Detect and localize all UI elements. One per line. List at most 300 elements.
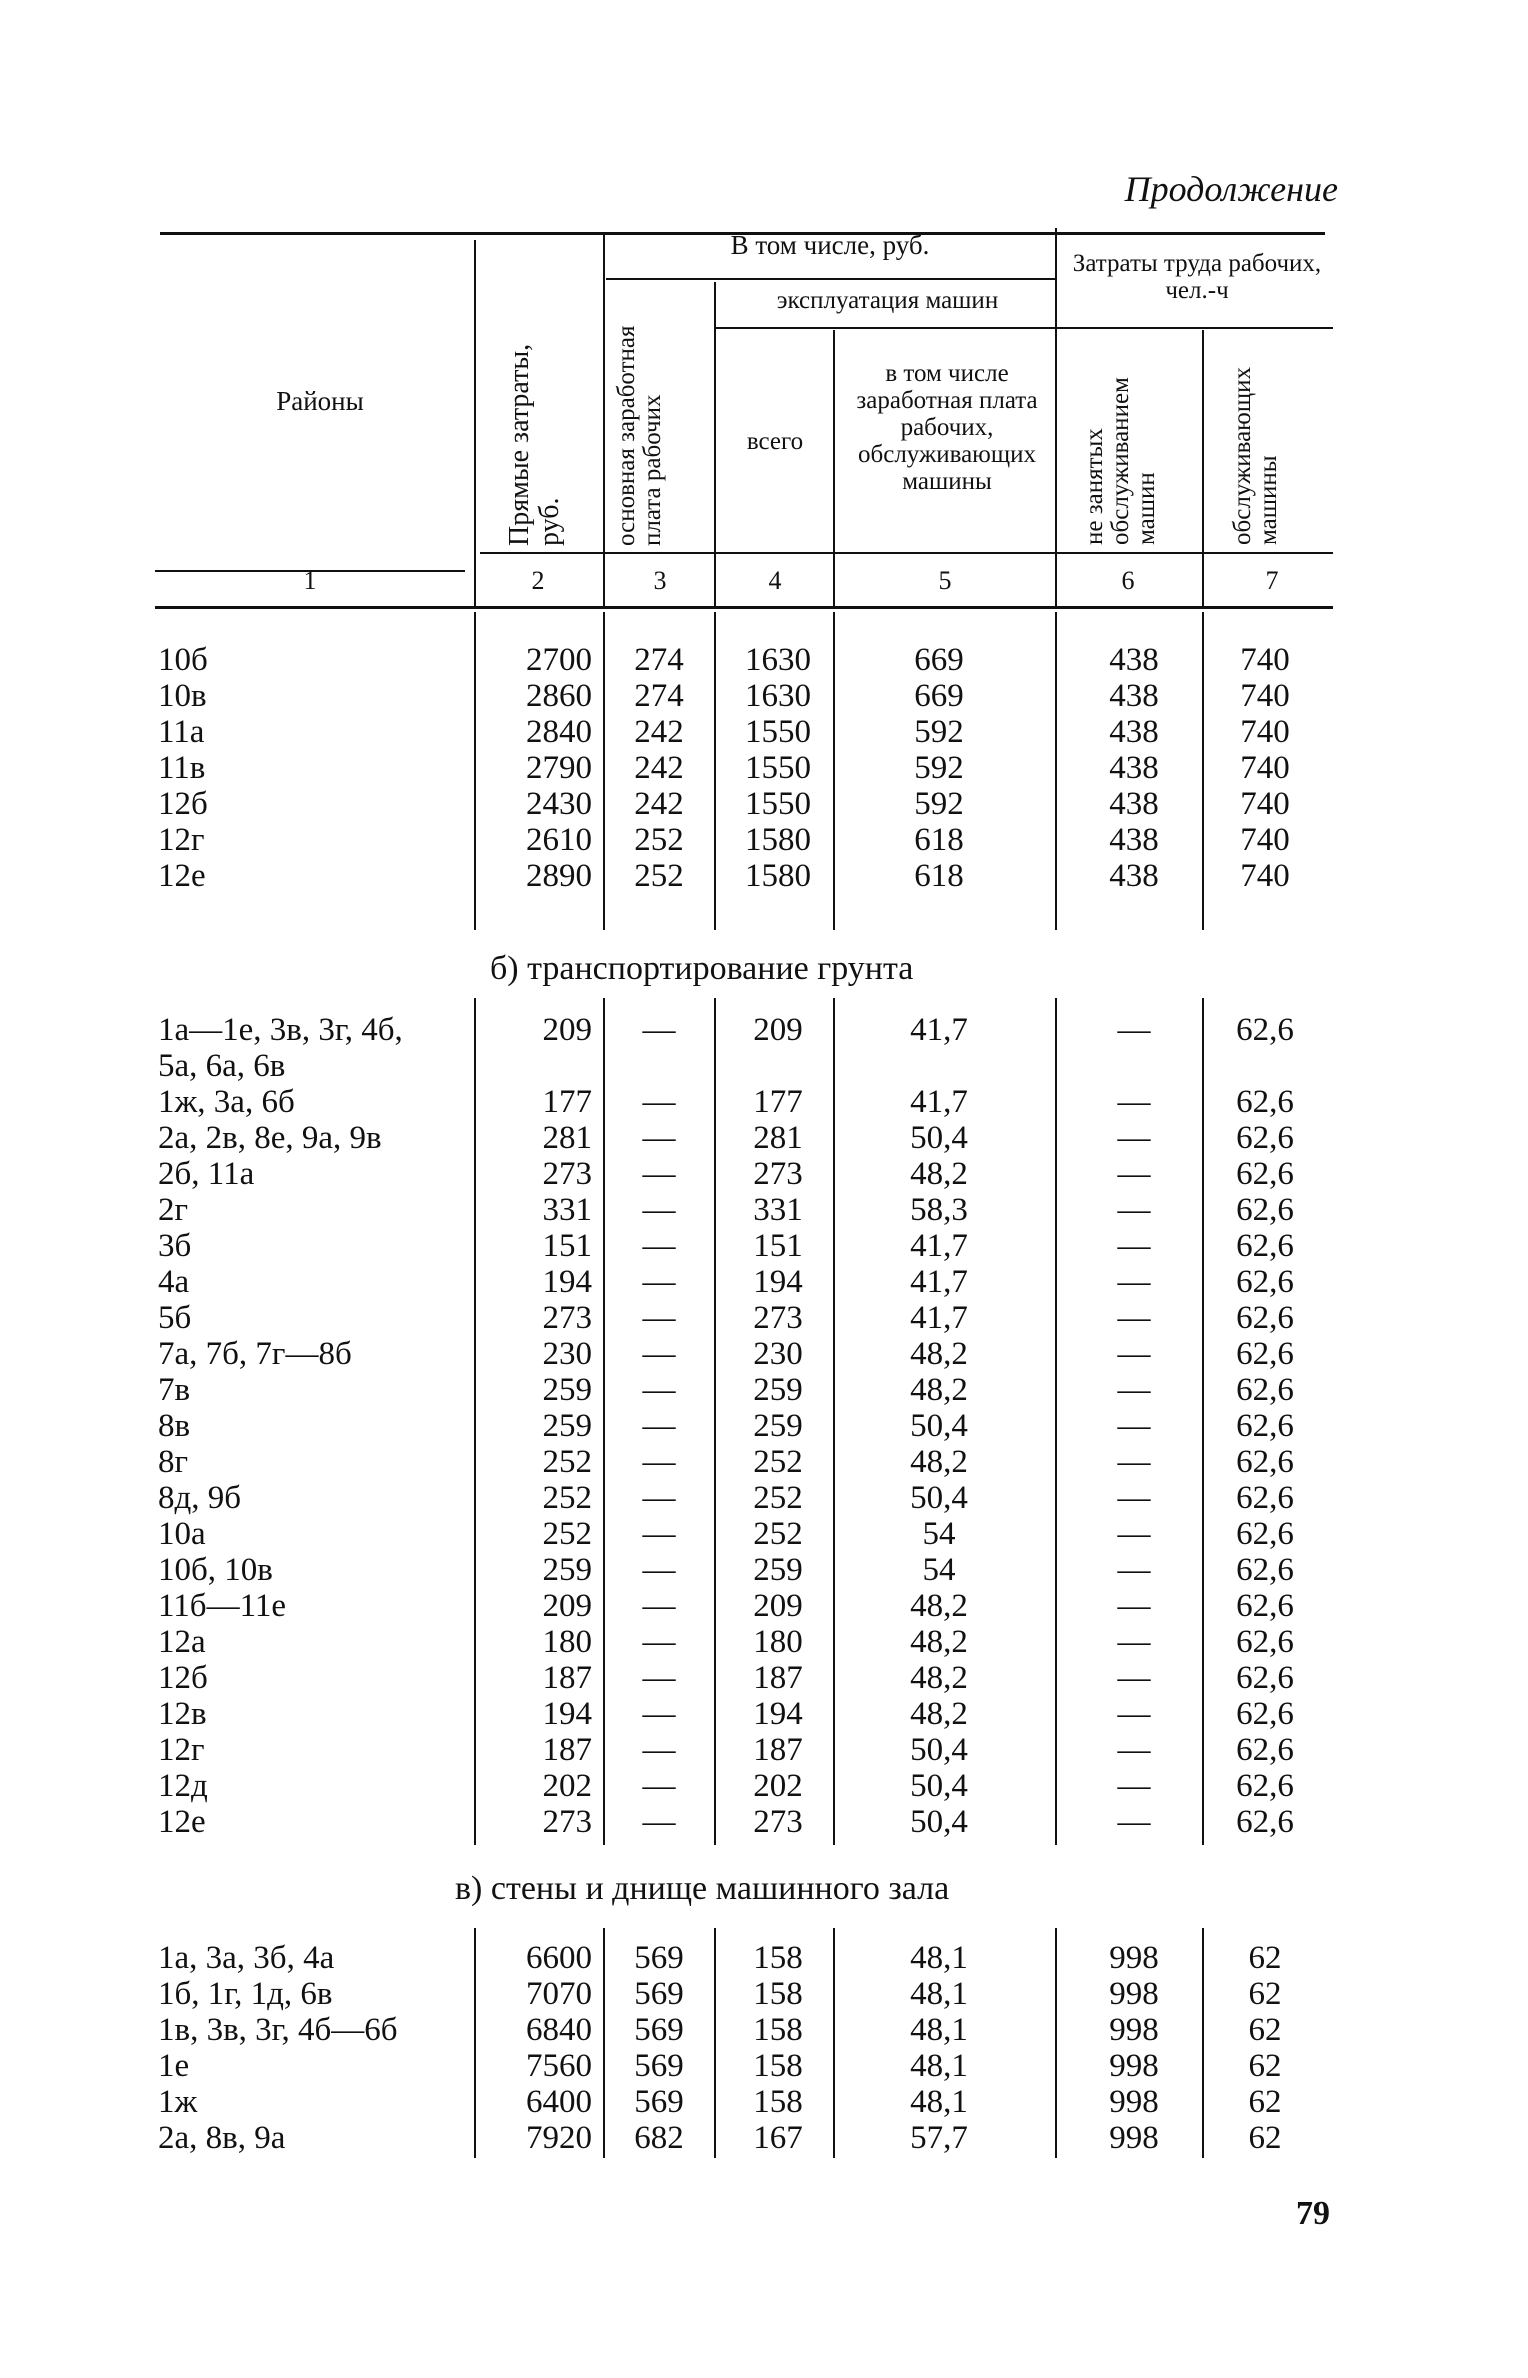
cell-c2: 331 bbox=[542, 1192, 592, 1228]
cell-c7: 62,6 bbox=[1236, 1444, 1294, 1480]
rule-under-machine-ops bbox=[716, 327, 1056, 329]
cell-c6: 438 bbox=[1109, 822, 1159, 858]
cell-c4: 273 bbox=[753, 1156, 803, 1192]
cell-c7: 62 bbox=[1248, 2084, 1282, 2120]
cell-c4: 1550 bbox=[745, 786, 811, 822]
col-base-wages-header: основная заработная плата рабочих bbox=[613, 325, 666, 546]
region-label: 5б bbox=[158, 1300, 192, 1336]
cell-c4: 252 bbox=[753, 1480, 803, 1516]
cell-c6: 438 bbox=[1109, 678, 1159, 714]
cell-c6: 438 bbox=[1109, 642, 1159, 678]
cell-c3: — bbox=[642, 1408, 676, 1444]
cell-c7: 62,6 bbox=[1236, 1264, 1294, 1300]
cell-c7: 62,6 bbox=[1236, 1696, 1294, 1732]
colnum-7: 7 bbox=[1265, 566, 1279, 595]
column-rule bbox=[603, 1928, 605, 2158]
cell-c7: 62 bbox=[1248, 2048, 1282, 2084]
cell-c6: — bbox=[1117, 1660, 1151, 1696]
cell-c6: — bbox=[1117, 1444, 1151, 1480]
cell-c6: — bbox=[1117, 1156, 1151, 1192]
cell-c5: 48,1 bbox=[910, 2012, 968, 2048]
cell-c2: 2840 bbox=[526, 714, 592, 750]
cell-c2 bbox=[518, 1048, 592, 1084]
cell-c3: 242 bbox=[634, 750, 684, 786]
region-label: 1а, 3а, 3б, 4а bbox=[158, 1940, 335, 1976]
cell-c7: 62,6 bbox=[1236, 1336, 1294, 1372]
region-label: 4а bbox=[158, 1264, 190, 1300]
col-not-busy-header: не занятых обслуживанием машин bbox=[1081, 377, 1160, 545]
region-label: 11б—11е bbox=[158, 1588, 286, 1624]
cell-c3: — bbox=[642, 1480, 676, 1516]
rule-head-bottom bbox=[480, 552, 1333, 554]
cell-c6: 998 bbox=[1109, 2048, 1159, 2084]
cell-c4: 1550 bbox=[745, 714, 811, 750]
cell-c5: 48,2 bbox=[910, 1624, 968, 1660]
cell-c6: — bbox=[1117, 1516, 1151, 1552]
region-label: 1ж, 3а, 6б bbox=[158, 1084, 295, 1120]
column-rule bbox=[1055, 1928, 1057, 2158]
cell-c6: — bbox=[1117, 1336, 1151, 1372]
cell-c4: 209 bbox=[753, 1588, 803, 1624]
cell-c2: 252 bbox=[542, 1480, 592, 1516]
cell-c3: — bbox=[642, 1516, 676, 1552]
region-label: 12д bbox=[158, 1768, 208, 1804]
hdr-vline-5 bbox=[1055, 228, 1057, 606]
cell-c2: 6600 bbox=[526, 1940, 592, 1976]
cell-c3: — bbox=[642, 1120, 676, 1156]
column-rule bbox=[1202, 1928, 1204, 2158]
cell-c4: 194 bbox=[753, 1696, 803, 1732]
continuation-label: Продолжение bbox=[1124, 169, 1338, 209]
cell-c7: 740 bbox=[1240, 822, 1290, 858]
cell-c2: 194 bbox=[542, 1696, 592, 1732]
hdr-vline-4 bbox=[833, 330, 835, 606]
cell-c7: 62,6 bbox=[1236, 1588, 1294, 1624]
region-label: 10б, 10в bbox=[158, 1552, 273, 1588]
cell-c3: 242 bbox=[634, 786, 684, 822]
region-label: 12е bbox=[158, 858, 206, 894]
cell-c3: 252 bbox=[634, 858, 684, 894]
cell-c7: 62 bbox=[1248, 2012, 1282, 2048]
colnum-4: 4 bbox=[768, 566, 782, 595]
cell-c2: 209 bbox=[542, 1588, 592, 1624]
cell-c6: — bbox=[1117, 1084, 1151, 1120]
column-rule bbox=[603, 998, 605, 1845]
cell-c3 bbox=[620, 1048, 698, 1084]
cell-c2: 273 bbox=[542, 1156, 592, 1192]
cell-c7: 62,6 bbox=[1236, 1732, 1294, 1768]
cell-c3: 569 bbox=[634, 2048, 684, 2084]
cell-c3: 569 bbox=[634, 2084, 684, 2120]
cell-c6: — bbox=[1117, 1264, 1151, 1300]
column-rule bbox=[833, 612, 835, 930]
column-rule bbox=[1202, 612, 1204, 930]
region-label: 12г bbox=[158, 822, 205, 858]
cell-c7: 62,6 bbox=[1236, 1408, 1294, 1444]
cell-c4: 187 bbox=[753, 1660, 803, 1696]
region-label: 12е bbox=[158, 1804, 206, 1840]
cell-c5: 54 bbox=[922, 1516, 956, 1552]
col-regions-header: Районы bbox=[276, 386, 364, 416]
hdr-vline-6 bbox=[1202, 330, 1204, 606]
cell-c4: 230 bbox=[753, 1336, 803, 1372]
column-rule bbox=[714, 612, 716, 930]
cell-c5: 50,4 bbox=[910, 1120, 968, 1156]
cell-c3: 274 bbox=[634, 642, 684, 678]
cell-c2: 209 bbox=[542, 1012, 592, 1048]
region-label: 12а bbox=[158, 1624, 206, 1660]
cell-c6: 998 bbox=[1109, 2120, 1159, 2156]
hdr-vline-2 bbox=[603, 235, 605, 606]
column-rule bbox=[474, 1928, 476, 2158]
cell-c4: 202 bbox=[753, 1768, 803, 1804]
cell-c6: — bbox=[1117, 1480, 1151, 1516]
cell-c7: 740 bbox=[1240, 678, 1290, 714]
cell-c5: 41,7 bbox=[910, 1012, 968, 1048]
column-rule bbox=[1055, 998, 1057, 1845]
cell-c5: 48,2 bbox=[910, 1660, 968, 1696]
cell-c5: 50,4 bbox=[910, 1480, 968, 1516]
cell-c6: — bbox=[1117, 1120, 1151, 1156]
region-label: 12в bbox=[158, 1696, 207, 1732]
cell-c7: 62,6 bbox=[1236, 1660, 1294, 1696]
cell-c7: 740 bbox=[1240, 642, 1290, 678]
region-label: 1ж bbox=[158, 2084, 198, 2120]
cell-c7: 62 bbox=[1248, 2120, 1282, 2156]
cell-c5: 618 bbox=[914, 858, 964, 894]
cell-c3: — bbox=[642, 1228, 676, 1264]
cell-c6: 438 bbox=[1109, 858, 1159, 894]
cell-c2: 259 bbox=[542, 1408, 592, 1444]
column-rule bbox=[833, 998, 835, 1845]
cell-c6: 438 bbox=[1109, 750, 1159, 786]
cell-c5: 48,1 bbox=[910, 2048, 968, 2084]
cell-c7: 62,6 bbox=[1236, 1768, 1294, 1804]
machine-ops-header: эксплуатация машин bbox=[776, 287, 999, 314]
col-total-header: всего bbox=[746, 428, 804, 455]
cell-c5: 48,2 bbox=[910, 1336, 968, 1372]
cell-c2: 281 bbox=[542, 1120, 592, 1156]
cell-c3: — bbox=[642, 1336, 676, 1372]
cell-c5: 669 bbox=[914, 642, 964, 678]
section-b-title: б) транспортирование грунта bbox=[490, 950, 914, 987]
cell-c4: 1630 bbox=[745, 642, 811, 678]
cell-c5: 592 bbox=[914, 714, 964, 750]
cell-c3: — bbox=[642, 1300, 676, 1336]
cell-c2: 151 bbox=[542, 1228, 592, 1264]
cell-c7: 62,6 bbox=[1236, 1804, 1294, 1840]
cell-c6 bbox=[1090, 1048, 1178, 1084]
cell-c6: — bbox=[1117, 1300, 1151, 1336]
cell-c3: — bbox=[642, 1588, 676, 1624]
cell-c2: 2860 bbox=[526, 678, 592, 714]
cell-c6: — bbox=[1117, 1012, 1151, 1048]
col-incl-wages-header: в том числе заработная плата рабочих, обслуживающих машины bbox=[856, 360, 1038, 495]
cell-c3: 252 bbox=[634, 822, 684, 858]
cell-c6: 998 bbox=[1109, 2084, 1159, 2120]
cell-c6: — bbox=[1117, 1552, 1151, 1588]
region-label: 1а—1е, 3в, 3г, 4б, bbox=[158, 1012, 403, 1048]
cell-c3: 569 bbox=[634, 2012, 684, 2048]
region-label: 1в, 3в, 3г, 4б—6б bbox=[158, 2012, 398, 2048]
cell-c5: 57,7 bbox=[910, 2120, 968, 2156]
cell-c4: 259 bbox=[753, 1408, 803, 1444]
rule-under-labor bbox=[1056, 327, 1333, 329]
cell-c5: 50,4 bbox=[910, 1732, 968, 1768]
cell-c4: 167 bbox=[753, 2120, 803, 2156]
cell-c5: 48,1 bbox=[910, 1940, 968, 1976]
hdr-vline-1 bbox=[474, 240, 476, 606]
column-rule bbox=[474, 612, 476, 930]
cell-c7: 62 bbox=[1248, 1940, 1282, 1976]
cell-c7: 62,6 bbox=[1236, 1192, 1294, 1228]
cell-c3: — bbox=[642, 1768, 676, 1804]
cell-c2: 259 bbox=[542, 1372, 592, 1408]
region-label: 7а, 7б, 7г—8б bbox=[158, 1336, 352, 1372]
region-label: 10а bbox=[158, 1516, 206, 1552]
col-servicing-header: обслуживающих машины bbox=[1229, 367, 1282, 545]
cell-c2: 7920 bbox=[526, 2120, 592, 2156]
cell-c7: 62 bbox=[1248, 1976, 1282, 2012]
cell-c3: — bbox=[642, 1552, 676, 1588]
cell-c6: — bbox=[1117, 1192, 1151, 1228]
region-label: 2г bbox=[158, 1192, 189, 1228]
cell-c3: 569 bbox=[634, 1976, 684, 2012]
cell-c2: 2430 bbox=[526, 786, 592, 822]
cell-c5: 48,2 bbox=[910, 1444, 968, 1480]
region-label: 11а bbox=[158, 714, 205, 750]
cell-c7: 740 bbox=[1240, 714, 1290, 750]
cell-c7: 62,6 bbox=[1236, 1120, 1294, 1156]
colnum-1: 1 bbox=[303, 566, 317, 595]
colnum-3: 3 bbox=[653, 566, 667, 595]
cell-c5: 54 bbox=[922, 1552, 956, 1588]
region-label: 2а, 8в, 9а bbox=[158, 2120, 286, 2156]
cell-c4: 1550 bbox=[745, 750, 811, 786]
cell-c3: — bbox=[642, 1624, 676, 1660]
cell-c5: 58,3 bbox=[910, 1192, 968, 1228]
cell-c7: 62,6 bbox=[1236, 1084, 1294, 1120]
cell-c6: 438 bbox=[1109, 714, 1159, 750]
cell-c4: 158 bbox=[753, 2084, 803, 2120]
cell-c7: 740 bbox=[1240, 750, 1290, 786]
cell-c3: — bbox=[642, 1012, 676, 1048]
cell-c7: 740 bbox=[1240, 786, 1290, 822]
cell-c5: 618 bbox=[914, 822, 964, 858]
cell-c6: — bbox=[1117, 1804, 1151, 1840]
cell-c3: — bbox=[642, 1444, 676, 1480]
region-label: 8г bbox=[158, 1444, 189, 1480]
cell-c5 bbox=[880, 1048, 998, 1084]
cell-c3: — bbox=[642, 1264, 676, 1300]
cell-c2: 187 bbox=[542, 1732, 592, 1768]
column-rule bbox=[474, 998, 476, 1845]
cell-c4: 331 bbox=[753, 1192, 803, 1228]
cell-c5: 50,4 bbox=[910, 1408, 968, 1444]
colnum-5: 5 bbox=[938, 566, 952, 595]
cell-c2: 202 bbox=[542, 1768, 592, 1804]
cell-c6: — bbox=[1117, 1624, 1151, 1660]
cell-c5: 48,2 bbox=[910, 1588, 968, 1624]
cell-c5: 669 bbox=[914, 678, 964, 714]
cell-c5: 48,2 bbox=[910, 1372, 968, 1408]
cell-c4: 209 bbox=[753, 1012, 803, 1048]
cell-c2: 2700 bbox=[526, 642, 592, 678]
region-label: 12б bbox=[158, 1660, 208, 1696]
cell-c5: 592 bbox=[914, 786, 964, 822]
cell-c4 bbox=[730, 1048, 826, 1084]
cell-c2: 2890 bbox=[526, 858, 592, 894]
cell-c2: 6840 bbox=[526, 2012, 592, 2048]
region-label: 11в bbox=[158, 750, 206, 786]
rule-colnum-bottom bbox=[155, 606, 1333, 609]
cell-c2: 7070 bbox=[526, 1976, 592, 2012]
region-label: 7в bbox=[158, 1372, 191, 1408]
cell-c3: — bbox=[642, 1660, 676, 1696]
cell-c4: 281 bbox=[753, 1120, 803, 1156]
region-label: 10в bbox=[158, 678, 207, 714]
column-rule bbox=[714, 998, 716, 1845]
cell-c2: 7560 bbox=[526, 2048, 592, 2084]
cell-c2: 273 bbox=[542, 1300, 592, 1336]
cell-c4: 177 bbox=[753, 1084, 803, 1120]
cell-c7 bbox=[1220, 1048, 1310, 1084]
cell-c5: 41,7 bbox=[910, 1264, 968, 1300]
cell-c2: 230 bbox=[542, 1336, 592, 1372]
cell-c7: 740 bbox=[1240, 858, 1290, 894]
column-rule bbox=[833, 1928, 835, 2158]
cell-c4: 259 bbox=[753, 1552, 803, 1588]
rule-under-incl bbox=[606, 278, 1056, 280]
cell-c4: 158 bbox=[753, 2012, 803, 2048]
region-label: 12б bbox=[158, 786, 208, 822]
cell-c5: 41,7 bbox=[910, 1300, 968, 1336]
cell-c4: 158 bbox=[753, 2048, 803, 2084]
cell-c4: 151 bbox=[753, 1228, 803, 1264]
region-label: 12г bbox=[158, 1732, 205, 1768]
colnum-6: 6 bbox=[1121, 566, 1135, 595]
cell-c2: 6400 bbox=[526, 2084, 592, 2120]
cell-c5: 41,7 bbox=[910, 1084, 968, 1120]
cell-c4: 259 bbox=[753, 1372, 803, 1408]
cell-c7: 62,6 bbox=[1236, 1300, 1294, 1336]
region-label: 1е bbox=[158, 2048, 190, 2084]
cell-c7: 62,6 bbox=[1236, 1372, 1294, 1408]
region-label: 5а, 6а, 6в bbox=[158, 1048, 286, 1084]
colnum-2: 2 bbox=[531, 566, 545, 595]
cell-c4: 252 bbox=[753, 1516, 803, 1552]
column-rule bbox=[1202, 998, 1204, 1845]
column-rule bbox=[1055, 612, 1057, 930]
cell-c2: 273 bbox=[542, 1804, 592, 1840]
cell-c3: — bbox=[642, 1156, 676, 1192]
cell-c4: 252 bbox=[753, 1444, 803, 1480]
cell-c4: 273 bbox=[753, 1300, 803, 1336]
cell-c6: — bbox=[1117, 1768, 1151, 1804]
cell-c3: — bbox=[642, 1804, 676, 1840]
cell-c5: 592 bbox=[914, 750, 964, 786]
cell-c7: 62,6 bbox=[1236, 1516, 1294, 1552]
cell-c3: — bbox=[642, 1732, 676, 1768]
cell-c5: 48,1 bbox=[910, 1976, 968, 2012]
cell-c2: 2610 bbox=[526, 822, 592, 858]
cell-c2: 259 bbox=[542, 1552, 592, 1588]
region-label: 3б bbox=[158, 1228, 192, 1264]
column-rule bbox=[714, 1928, 716, 2158]
cell-c3: — bbox=[642, 1192, 676, 1228]
cell-c3: 569 bbox=[634, 1940, 684, 1976]
cell-c6: 998 bbox=[1109, 1940, 1159, 1976]
cell-c2: 177 bbox=[542, 1084, 592, 1120]
cell-c3: 682 bbox=[634, 2120, 684, 2156]
cell-c5: 48,2 bbox=[910, 1696, 968, 1732]
cell-c5: 50,4 bbox=[910, 1804, 968, 1840]
cell-c3: 242 bbox=[634, 714, 684, 750]
cell-c6: 998 bbox=[1109, 1976, 1159, 2012]
cell-c7: 62,6 bbox=[1236, 1552, 1294, 1588]
cell-c2: 180 bbox=[542, 1624, 592, 1660]
cell-c6: — bbox=[1117, 1588, 1151, 1624]
cell-c4: 180 bbox=[753, 1624, 803, 1660]
cell-c6: — bbox=[1117, 1696, 1151, 1732]
cell-c7: 62,6 bbox=[1236, 1228, 1294, 1264]
cell-c2: 2790 bbox=[526, 750, 592, 786]
cell-c2: 194 bbox=[542, 1264, 592, 1300]
region-label: 10б bbox=[158, 642, 208, 678]
labor-group-header: Затраты труда рабочих, чел.-ч bbox=[1072, 250, 1322, 304]
region-label: 8в bbox=[158, 1408, 191, 1444]
region-label: 2а, 2в, 8е, 9а, 9в bbox=[158, 1120, 382, 1156]
cell-c6: 438 bbox=[1109, 786, 1159, 822]
cell-c3: — bbox=[642, 1084, 676, 1120]
cell-c4: 273 bbox=[753, 1804, 803, 1840]
cell-c7: 62,6 bbox=[1236, 1624, 1294, 1660]
region-label: 8д, 9б bbox=[158, 1480, 242, 1516]
cell-c4: 158 bbox=[753, 1940, 803, 1976]
cell-c2: 187 bbox=[542, 1660, 592, 1696]
cell-c6: — bbox=[1117, 1408, 1151, 1444]
hdr-vline-3 bbox=[714, 282, 716, 606]
cell-c4: 1630 bbox=[745, 678, 811, 714]
region-label: 2б, 11а bbox=[158, 1156, 255, 1192]
section-c-title: в) стены и днище машинного зала bbox=[455, 1870, 950, 1907]
cell-c7: 62,6 bbox=[1236, 1156, 1294, 1192]
cell-c5: 48,2 bbox=[910, 1156, 968, 1192]
cell-c6: 998 bbox=[1109, 2012, 1159, 2048]
cell-c2: 252 bbox=[542, 1444, 592, 1480]
region-label: 1б, 1г, 1д, 6в bbox=[158, 1976, 333, 2012]
cell-c4: 187 bbox=[753, 1732, 803, 1768]
cell-c4: 158 bbox=[753, 1976, 803, 2012]
cell-c5: 48,1 bbox=[910, 2084, 968, 2120]
cell-c4: 194 bbox=[753, 1264, 803, 1300]
cell-c5: 50,4 bbox=[910, 1768, 968, 1804]
cell-c2: 252 bbox=[542, 1516, 592, 1552]
incl-group-header: В том числе, руб. bbox=[730, 230, 930, 260]
cell-c7: 62,6 bbox=[1236, 1480, 1294, 1516]
column-rule bbox=[603, 612, 605, 930]
cell-c7: 62,6 bbox=[1236, 1012, 1294, 1048]
cell-c5: 41,7 bbox=[910, 1228, 968, 1264]
page-number: 79 bbox=[1296, 2195, 1330, 2232]
cell-c3: — bbox=[642, 1372, 676, 1408]
cell-c3: — bbox=[642, 1696, 676, 1732]
col-direct-costs-header: Прямые затраты, руб. bbox=[504, 343, 565, 546]
cell-c6: — bbox=[1117, 1372, 1151, 1408]
cell-c4: 1580 bbox=[745, 822, 811, 858]
cell-c3: 274 bbox=[634, 678, 684, 714]
cell-c6: — bbox=[1117, 1228, 1151, 1264]
